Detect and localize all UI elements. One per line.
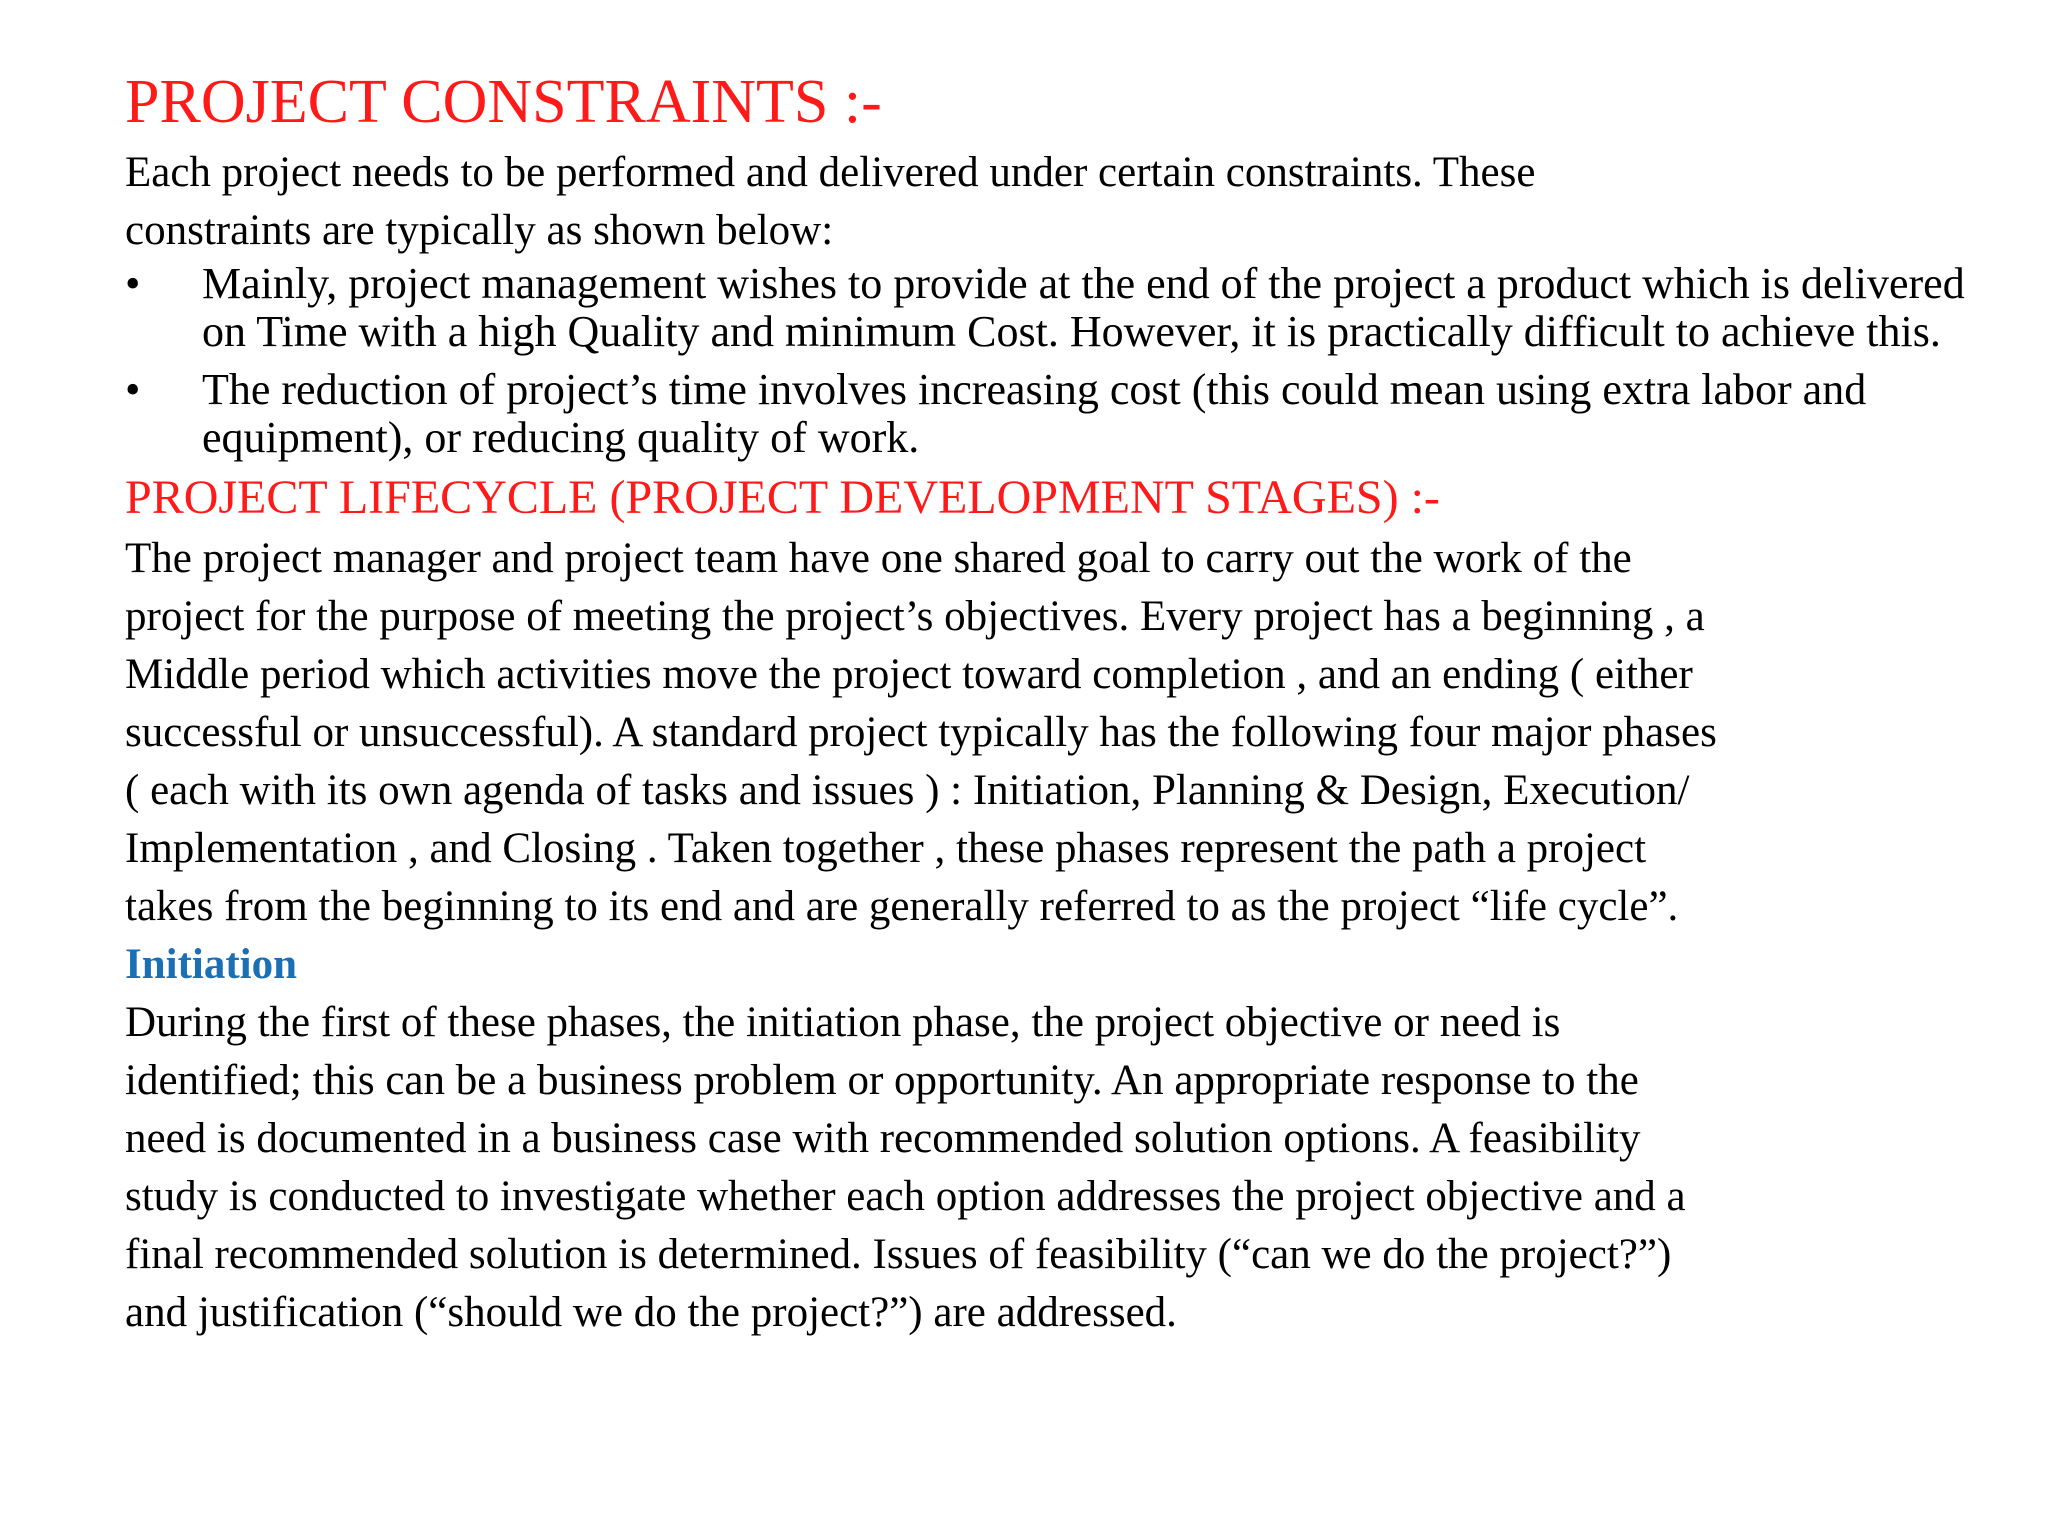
constraints-intro-line-2: constraints are typically as shown below: bbox=[125, 207, 834, 254]
initiation-line-3: need is documented in a business case with recommended solution options. A feasibility bbox=[125, 1115, 1641, 1162]
project-lifecycle-heading: PROJECT LIFECYCLE (PROJECT DEVELOPMENT STAGES) :- bbox=[125, 471, 1440, 524]
constraints-bullet-list bbox=[125, 260, 1965, 462]
initiation-line-4: study is conducted to investigate whether each option addresses the project objective and a bbox=[125, 1173, 1686, 1220]
lifecycle-line-6: Implementation , and Closing . Taken together , these phases represent the path a project bbox=[125, 825, 1647, 872]
bullet-text: Mainly, project management wishes to provide at the end of the project a product which is delivered on Time with a high Quality and minimum Cost. However, it is practically difficult to achieve this. bbox=[202, 259, 1965, 356]
bullet-text: The reduction of project’s time involves increasing cost (this could mean using extra labor and equipment), or reducing quality of work. bbox=[202, 365, 1867, 462]
bullet-icon: • bbox=[125, 365, 141, 414]
lifecycle-line-7: takes from the beginning to its end and are generally referred to as the project “life cycle”. bbox=[125, 883, 1679, 930]
constraints-intro-line-1: Each project needs to be performed and delivered under certain constraints. These bbox=[125, 149, 1536, 196]
lifecycle-line-2: project for the purpose of meeting the project’s objectives. Every project has a beginning , a bbox=[125, 593, 1705, 640]
lifecycle-line-5: ( each with its own agenda of tasks and issues ) : Initiation, Planning & Design, Execution/ bbox=[125, 767, 1690, 814]
initiation-line-5: final recommended solution is determined. Issues of feasibility (“can we do the project?”) bbox=[125, 1231, 1672, 1278]
lifecycle-line-4: successful or unsuccessful). A standard project typically has the following four major phases bbox=[125, 709, 1717, 756]
initiation-line-1: During the first of these phases, the initiation phase, the project objective or need is bbox=[125, 999, 1561, 1046]
project-constraints-heading: PROJECT CONSTRAINTS :- bbox=[125, 68, 882, 136]
initiation-line-2: identified; this can be a business problem or opportunity. An appropriate response to the bbox=[125, 1057, 1639, 1104]
lifecycle-line-1: The project manager and project team have one shared goal to carry out the work of the bbox=[125, 535, 1632, 582]
slide-content bbox=[125, 62, 1965, 1342]
initiation-line-6: and justification (“should we do the project?”) are addressed. bbox=[125, 1289, 1177, 1336]
initiation-heading: Initiation bbox=[125, 941, 298, 988]
bullet-icon: • bbox=[125, 259, 141, 308]
constraints-bullet-item bbox=[125, 366, 1965, 462]
lifecycle-line-3: Middle period which activities move the project toward completion , and an ending ( either bbox=[125, 651, 1693, 698]
constraints-bullet-item bbox=[125, 260, 1965, 356]
